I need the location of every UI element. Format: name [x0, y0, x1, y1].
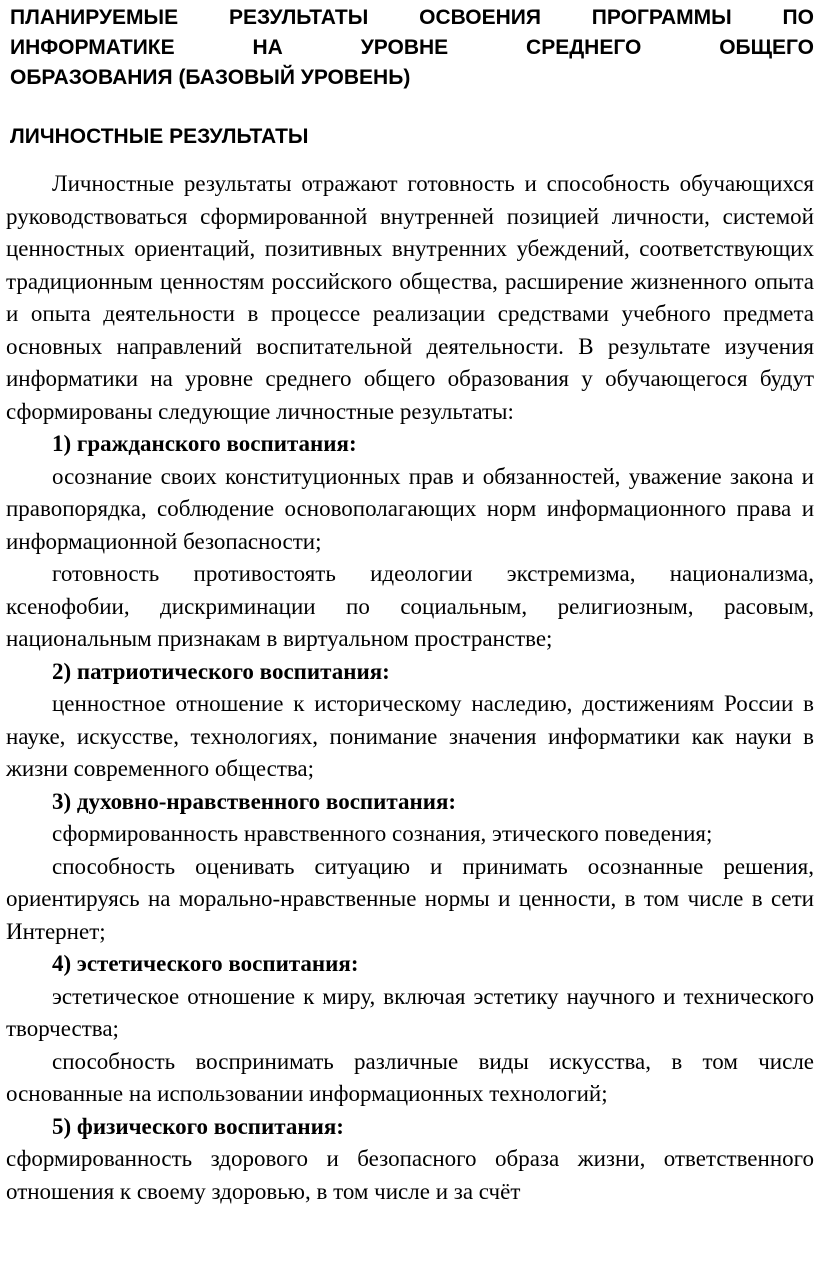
item-paragraph: эстетическое отношение к миру, включая эстетику научного и технического творчества; [6, 983, 814, 1041]
document-title [10, 3, 814, 93]
intro-paragraph: Личностные результаты отражают готовность и способность обучающихся руководствоваться сформированной внутренней позицией личности, системой ценностных ориентаций, позитивных внутренних убеждений, соответствующих традиционным ценностям российского общества, расширение жизненного опыта и опыта деятельности в процессе реализации средствами учебного предмета основных направлений воспитательной деятельности. В результате изучения информатики на уровне среднего общего образования у обучающегося будут сформированы следующие личностные результаты: [6, 171, 814, 424]
item-paragraph: сформированность нравственного сознания, этического поведения; [52, 821, 713, 846]
item-paragraph: ценностное отношение к историческому наследию, достижениям России в науке, искусстве, технологиях, понимание значения информатики как науки в жизни современного общества; [6, 691, 814, 781]
item-heading: 4) эстетического воспитания: [52, 951, 359, 976]
item-paragraph: сформированность здорового и безопасного образа жизни, ответственного отношения к своему здоровью, в том числе и за счёт [6, 1146, 814, 1204]
title-line: ИНФОРМАТИКЕ НА УРОВНЕ СРЕДНЕГО ОБЩЕГО [10, 36, 814, 59]
item-heading: 2) патриотического воспитания: [52, 658, 390, 684]
item-heading: 5) физического воспитания: [52, 1113, 344, 1139]
title-line: ОБРАЗОВАНИЯ (БАЗОВЫЙ УРОВЕНЬ) [10, 66, 411, 89]
item-paragraph: способность оценивать ситуацию и принимать осознанные решения, ориентируясь на морально-нравственные нормы и ценности, в том числе в сети Интернет; [6, 853, 814, 944]
section-title: ЛИЧНОСТНЫЕ РЕЗУЛЬТАТЫ [10, 125, 309, 148]
title-line: ПЛАНИРУЕМЫЕ РЕЗУЛЬТАТЫ ОСВОЕНИЯ ПРОГРАММЫ ПО [10, 6, 814, 29]
document-body [6, 168, 814, 1208]
item-heading: 1) гражданского воспитания: [52, 431, 357, 456]
item-paragraph: готовность противостоять идеологии экстремизма, национализма, ксенофобии, дискриминации по социальным, религиозным, расовым, национальным признакам в виртуальном пространстве; [6, 561, 814, 651]
item-heading: 3) духовно-нравственного воспитания: [52, 788, 457, 814]
item-paragraph: осознание своих конституционных прав и обязанностей, уважение закона и правопорядка, соблюдение основополагающих норм информационного права и информационной безопасности; [6, 463, 814, 554]
item-paragraph: способность воспринимать различные виды искусства, в том числе основанные на использовании информационных технологий; [6, 1048, 814, 1106]
